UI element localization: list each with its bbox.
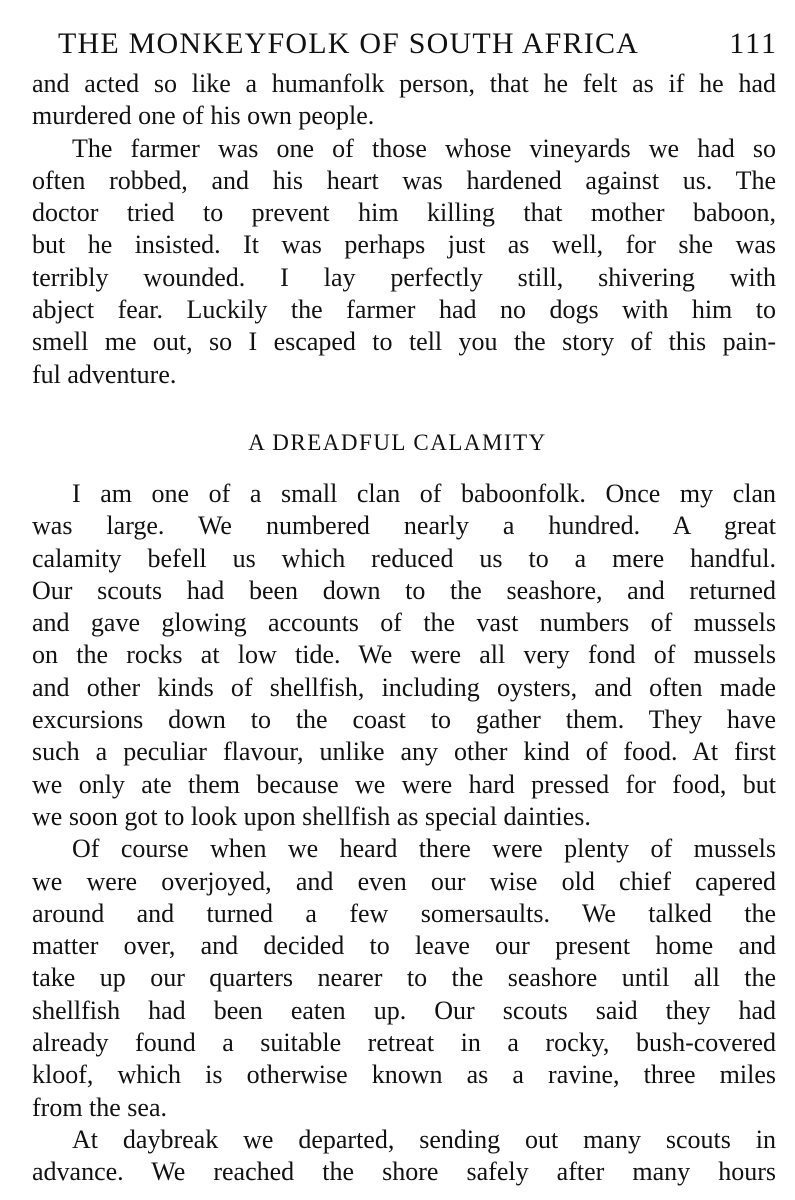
text-line: take up our quarters nearer to the seashore until all the	[32, 963, 776, 993]
text-line: we were overjoyed, and even our wise old chief capered	[32, 866, 776, 896]
text-line: from the sea.	[32, 1092, 168, 1122]
section-heading: A DREADFUL CALAMITY	[248, 430, 547, 455]
text-line: kloof, which is otherwise known as a ravine, three miles	[32, 1060, 776, 1090]
text-line: and gave glowing accounts of the vast numbers of mussels	[32, 608, 776, 638]
text-line: around and turned a few somersaults. We talked the	[32, 898, 776, 928]
text-line: terribly wounded. I lay perfectly still, shivering with	[32, 262, 776, 292]
text-line: such a peculiar flavour, unlike any other kind of food. At first	[32, 737, 776, 767]
text-line: often robbed, and his heart was hardened against us. The	[32, 165, 776, 195]
text-line: we only ate them because we were hard pressed for food, but	[32, 769, 776, 799]
text-line: we soon got to look upon shellfish as special dainties.	[32, 801, 591, 831]
running-head	[58, 22, 778, 66]
paragraph-clan	[32, 478, 776, 833]
text-line: matter over, and decided to leave our present home and	[32, 931, 776, 961]
paragraph-mussels	[32, 833, 776, 1124]
paragraph-continuation	[32, 68, 776, 133]
text-line: already found a suitable retreat in a rocky, bush-covered	[32, 1028, 776, 1058]
text-line: Our scouts had been down to the seashore, and returned	[32, 575, 776, 605]
text-line: doctor tried to prevent him killing that mother baboon,	[32, 198, 776, 228]
text-block-calamity	[32, 478, 776, 1189]
paragraph-daybreak	[32, 1124, 776, 1189]
text-line: calamity befell us which reduced us to a mere handful.	[32, 543, 776, 573]
text-line: and acted so like a humanfolk person, that he felt as if he had	[32, 69, 776, 98]
text-line: advance. We reached the shore safely after many hours	[32, 1157, 776, 1187]
text-line: excursions down to the coast to gather them. They have	[32, 705, 776, 735]
text-line: on the rocks at low tide. We were all very fond of mussels	[32, 640, 776, 670]
text-line: ful adventure.	[32, 359, 177, 389]
text-block-continuation	[32, 68, 776, 391]
text-line: and other kinds of shellfish, including oysters, and often made	[32, 672, 776, 702]
paragraph-farmer	[32, 133, 776, 391]
text-line: Of course when we heard there were plenty of mussels	[72, 834, 776, 864]
text-line: murdered one of his own people.	[32, 101, 375, 131]
text-line: I am one of a small clan of baboonfolk. Once my clan	[72, 479, 776, 508]
text-line: The farmer was one of those whose vineyards we had so	[72, 133, 776, 163]
text-line: smell me out, so I escaped to tell you the story of this pain-	[32, 327, 776, 357]
running-title: THE MONKEYFOLK OF SOUTH AFRICA	[58, 27, 640, 60]
text-line: shellfish had been eaten up. Our scouts said they had	[32, 995, 776, 1025]
text-line: but he insisted. It was perhaps just as well, for she was	[32, 230, 776, 260]
text-line: was large. We numbered nearly a hundred. A great	[32, 511, 776, 541]
text-line: abject fear. Luckily the farmer had no dogs with him to	[32, 295, 776, 325]
page-number: 111	[729, 27, 778, 60]
text-line: At daybreak we departed, sending out many scouts in	[72, 1124, 776, 1154]
